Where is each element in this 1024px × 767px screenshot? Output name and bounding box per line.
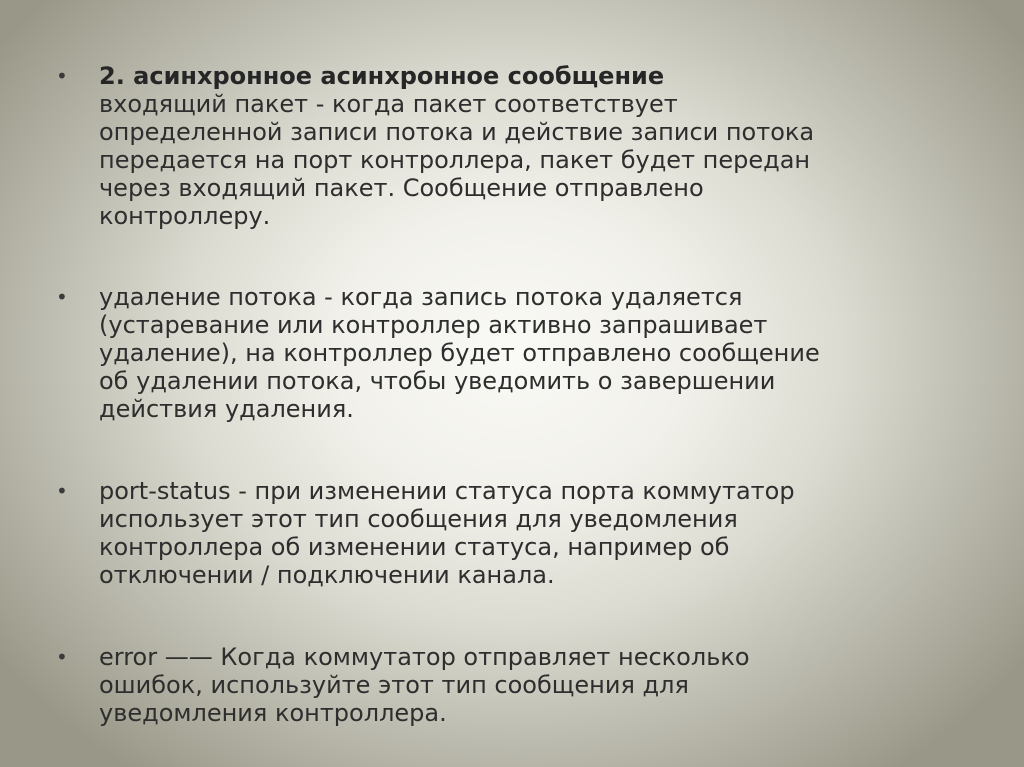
bullet-heading: 2. асинхронное асинхронное сообщение [99, 62, 665, 90]
bullet-item-port-status [56, 477, 956, 589]
bullet-marker: • [56, 64, 68, 88]
bullet-text: port-status - при изменении статуса порта коммутатор использует этот тип сообщения для уведомления контроллера об изменении статуса, например об отключении / подключении канала. [99, 477, 795, 589]
bullet-list [56, 62, 956, 767]
bullet-marker: • [56, 285, 68, 309]
bullet-marker: • [56, 479, 68, 503]
bullet-marker: • [56, 645, 68, 669]
bullet-text: удаление потока - когда запись потока удаляется (устаревание или контроллер активно запрашивает удаление), на контроллер будет отправлено сообщение об удалении потока, чтобы уведомить о завершении действия удаления. [99, 283, 820, 423]
bullet-text: error —— Когда коммутатор отправляет несколько ошибок, используйте этот тип сообщения для уведомления контроллера. [99, 643, 750, 727]
bullet-item-async-message [56, 62, 956, 230]
bullet-item-error [56, 643, 956, 727]
bullet-item-flow-removed [56, 283, 956, 423]
bullet-text: входящий пакет - когда пакет соответствует определенной записи потока и действие записи потока передается на порт контроллера, пакет будет передан через входящий пакет. Сообщение отправлено контроллеру. [99, 90, 815, 230]
